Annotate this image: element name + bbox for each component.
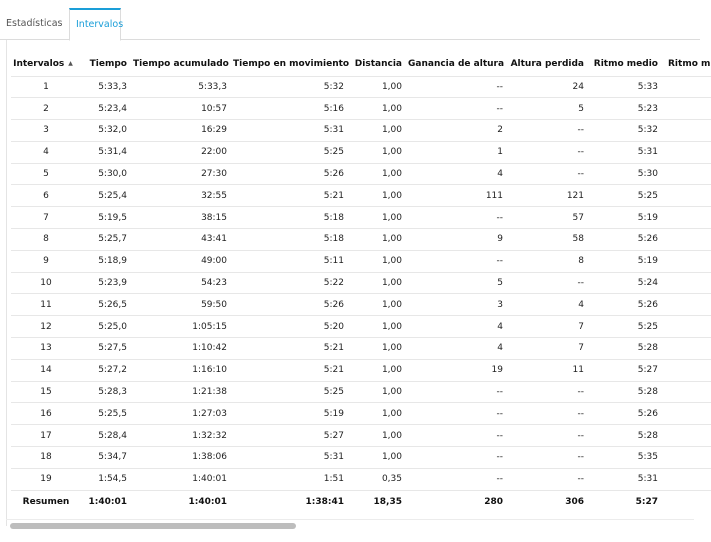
table-cell: 11 bbox=[509, 359, 590, 381]
table-row bbox=[11, 229, 711, 251]
table-cell: 22:00 bbox=[133, 141, 233, 163]
table-cell: 5:21 bbox=[233, 359, 350, 381]
table-cell: 57 bbox=[509, 207, 590, 229]
table-cell-empty bbox=[664, 316, 711, 338]
table-cell: 7 bbox=[509, 338, 590, 360]
table-cell-empty bbox=[664, 229, 711, 251]
table-row bbox=[11, 447, 711, 469]
table-cell: Resumen bbox=[11, 490, 81, 514]
table-body bbox=[11, 76, 711, 514]
table-cell: 5:25 bbox=[590, 185, 664, 207]
table-cell: 4 bbox=[509, 294, 590, 316]
table-cell: 0,35 bbox=[350, 468, 408, 490]
table-cell: 1,00 bbox=[350, 447, 408, 469]
table-cell: 58 bbox=[509, 229, 590, 251]
table-cell: 1:51 bbox=[233, 468, 350, 490]
table-cell: 5:27 bbox=[233, 425, 350, 447]
table-cell: 32:55 bbox=[133, 185, 233, 207]
table-cell: 1,00 bbox=[350, 76, 408, 98]
table-cell: 1,00 bbox=[350, 120, 408, 142]
table-cell: 5:31,4 bbox=[81, 141, 133, 163]
table-cell: 5:28 bbox=[590, 425, 664, 447]
scrollbar-thumb[interactable] bbox=[10, 523, 296, 529]
table-cell: 8 bbox=[11, 229, 81, 251]
table-cell: 3 bbox=[11, 120, 81, 142]
table-cell: 5 bbox=[11, 163, 81, 185]
table-cell: -- bbox=[509, 141, 590, 163]
column-header-intervalos[interactable]: Intervalos ▲ bbox=[13, 58, 73, 69]
table-cell: -- bbox=[408, 425, 509, 447]
table-cell: 5:19 bbox=[590, 207, 664, 229]
table-cell: 5 bbox=[509, 98, 590, 120]
table-cell-empty bbox=[664, 468, 711, 490]
table-row bbox=[11, 250, 711, 272]
table-cell: 10 bbox=[11, 272, 81, 294]
table-cell: 5:28,3 bbox=[81, 381, 133, 403]
table-cell: 5:25 bbox=[233, 141, 350, 163]
table-cell: -- bbox=[509, 447, 590, 469]
table-cell: 5:26,5 bbox=[81, 294, 133, 316]
table-row bbox=[11, 76, 711, 98]
table-cell: 1:32:32 bbox=[133, 425, 233, 447]
table-cell: 5:35 bbox=[590, 447, 664, 469]
table-cell: 59:50 bbox=[133, 294, 233, 316]
table-cell: 5:21 bbox=[233, 338, 350, 360]
table-cell: 1,00 bbox=[350, 359, 408, 381]
horizontal-scrollbar[interactable] bbox=[10, 523, 694, 530]
table-cell: 49:00 bbox=[133, 250, 233, 272]
table-cell: 19 bbox=[408, 359, 509, 381]
table-cell: 1,00 bbox=[350, 207, 408, 229]
table-cell-empty bbox=[664, 338, 711, 360]
table-cell: -- bbox=[408, 76, 509, 98]
column-header-ganancia-de-altura[interactable]: Ganancia de altura bbox=[408, 58, 505, 69]
table-cell: 5:19 bbox=[590, 250, 664, 272]
table-cell: 5:31 bbox=[233, 447, 350, 469]
table-cell: 18 bbox=[11, 447, 81, 469]
table-cell: 5:26 bbox=[233, 294, 350, 316]
divider bbox=[6, 519, 694, 520]
table-cell: 1,00 bbox=[350, 163, 408, 185]
table-row bbox=[11, 141, 711, 163]
table-cell-empty bbox=[664, 381, 711, 403]
table-cell: 5:32 bbox=[233, 76, 350, 98]
table-cell: 1,00 bbox=[350, 141, 408, 163]
table-row bbox=[11, 468, 711, 490]
table-cell: -- bbox=[509, 381, 590, 403]
table-cell: 5:21 bbox=[233, 185, 350, 207]
table-cell: 5 bbox=[408, 272, 509, 294]
column-header-ritmo-truncated[interactable]: Ritmo m bbox=[668, 58, 711, 69]
table-cell: 5:31 bbox=[590, 141, 664, 163]
table-cell: -- bbox=[408, 98, 509, 120]
table-cell: 5:34,7 bbox=[81, 447, 133, 469]
table-cell: 1 bbox=[11, 76, 81, 98]
table-cell: 1:05:15 bbox=[133, 316, 233, 338]
table-cell: 5:26 bbox=[233, 163, 350, 185]
table-cell: 5:28 bbox=[590, 381, 664, 403]
table-row bbox=[11, 120, 711, 142]
column-header-altura-perdida[interactable]: Altura perdida bbox=[510, 58, 584, 69]
table-cell: 5:19,5 bbox=[81, 207, 133, 229]
table-cell: -- bbox=[408, 468, 509, 490]
table-cell: 4 bbox=[408, 338, 509, 360]
table-row bbox=[11, 359, 711, 381]
table-cell: 5:18 bbox=[233, 229, 350, 251]
table-cell-empty bbox=[664, 76, 711, 98]
table-cell: 5:31 bbox=[590, 468, 664, 490]
table-cell: -- bbox=[408, 381, 509, 403]
table-cell: 1:54,5 bbox=[81, 468, 133, 490]
table-cell: 5:27 bbox=[590, 490, 664, 514]
table-cell-empty bbox=[664, 294, 711, 316]
table-cell: 4 bbox=[11, 141, 81, 163]
table-cell: 16:29 bbox=[133, 120, 233, 142]
table-cell-empty bbox=[664, 163, 711, 185]
table-row bbox=[11, 338, 711, 360]
table-cell-empty bbox=[664, 403, 711, 425]
table-cell: 1:40:01 bbox=[133, 490, 233, 514]
table-cell: 5:23 bbox=[590, 98, 664, 120]
table-header-row bbox=[11, 52, 711, 76]
table-cell: 1:38:06 bbox=[133, 447, 233, 469]
table-cell: 1,00 bbox=[350, 250, 408, 272]
table-cell: 8 bbox=[509, 250, 590, 272]
table-row bbox=[11, 425, 711, 447]
table-cell: 5:18 bbox=[233, 207, 350, 229]
table-cell: 5:28,4 bbox=[81, 425, 133, 447]
tab-intervalos[interactable]: Intervalos bbox=[69, 8, 121, 41]
table-cell: 9 bbox=[408, 229, 509, 251]
table-cell: 6 bbox=[11, 185, 81, 207]
table-cell-empty bbox=[664, 120, 711, 142]
table-cell: 1,00 bbox=[350, 338, 408, 360]
table-cell: 5:33,3 bbox=[133, 76, 233, 98]
intervals-table bbox=[11, 52, 711, 514]
table-cell: -- bbox=[509, 120, 590, 142]
table-cell: 5:26 bbox=[590, 229, 664, 251]
table-cell-empty bbox=[664, 425, 711, 447]
table-cell: 5:23,9 bbox=[81, 272, 133, 294]
table-cell: -- bbox=[509, 403, 590, 425]
table-row bbox=[11, 381, 711, 403]
table-cell: 5:30,0 bbox=[81, 163, 133, 185]
table-cell: 38:15 bbox=[133, 207, 233, 229]
table-cell: 15 bbox=[11, 381, 81, 403]
table-cell: -- bbox=[509, 468, 590, 490]
tab-bar bbox=[0, 8, 700, 40]
table-cell: 9 bbox=[11, 250, 81, 272]
table-cell-empty bbox=[664, 98, 711, 120]
table-cell-empty bbox=[664, 359, 711, 381]
column-header-distancia[interactable]: Distancia bbox=[354, 58, 402, 69]
table-cell: -- bbox=[509, 163, 590, 185]
table-cell: 5:18,9 bbox=[81, 250, 133, 272]
table-cell: 1,00 bbox=[350, 403, 408, 425]
table-row bbox=[11, 98, 711, 120]
table-cell: 1,00 bbox=[350, 272, 408, 294]
table-cell: 1:40:01 bbox=[133, 468, 233, 490]
table-cell: 5:23,4 bbox=[81, 98, 133, 120]
table-cell: 12 bbox=[11, 316, 81, 338]
table-cell: -- bbox=[408, 447, 509, 469]
table-cell: 1:38:41 bbox=[233, 490, 350, 514]
table-cell: 18,35 bbox=[350, 490, 408, 514]
table-cell: 1 bbox=[408, 141, 509, 163]
table-cell: 121 bbox=[509, 185, 590, 207]
table-cell: 1:40:01 bbox=[81, 490, 133, 514]
table-cell: 5:24 bbox=[590, 272, 664, 294]
table-cell: 5:25 bbox=[590, 316, 664, 338]
table-cell: 306 bbox=[509, 490, 590, 514]
table-cell: 5:25,5 bbox=[81, 403, 133, 425]
table-cell: 5:26 bbox=[590, 403, 664, 425]
table-cell: 5:16 bbox=[233, 98, 350, 120]
table-cell: 27:30 bbox=[133, 163, 233, 185]
table-row bbox=[11, 185, 711, 207]
table-cell: 43:41 bbox=[133, 229, 233, 251]
table-cell: 1:16:10 bbox=[133, 359, 233, 381]
table-cell-empty bbox=[664, 447, 711, 469]
table-row bbox=[11, 207, 711, 229]
table-cell-empty bbox=[664, 207, 711, 229]
table-cell: 111 bbox=[408, 185, 509, 207]
table-row bbox=[11, 163, 711, 185]
table-cell: -- bbox=[509, 425, 590, 447]
table-cell: 5:25,4 bbox=[81, 185, 133, 207]
table-cell: 1:27:03 bbox=[133, 403, 233, 425]
table-cell: -- bbox=[408, 207, 509, 229]
table-cell: 1,00 bbox=[350, 294, 408, 316]
table-cell: 280 bbox=[408, 490, 509, 514]
column-header-tiempo-acumulado[interactable]: Tiempo acumulado bbox=[133, 58, 229, 69]
table-cell: 5:25,7 bbox=[81, 229, 133, 251]
table-cell: 5:32,0 bbox=[81, 120, 133, 142]
table-cell: 5:28 bbox=[590, 338, 664, 360]
table-cell: 4 bbox=[408, 316, 509, 338]
table-cell: 7 bbox=[509, 316, 590, 338]
table-cell: 1,00 bbox=[350, 381, 408, 403]
table-cell: 16 bbox=[11, 403, 81, 425]
table-cell: 3 bbox=[408, 294, 509, 316]
table-cell: -- bbox=[408, 403, 509, 425]
column-header-ritmo-medio[interactable]: Ritmo medio bbox=[593, 58, 658, 69]
table-cell: 1,00 bbox=[350, 316, 408, 338]
table-row bbox=[11, 272, 711, 294]
table-cell-empty bbox=[664, 272, 711, 294]
table-cell: 5:27,2 bbox=[81, 359, 133, 381]
tab-estadisticas[interactable]: Estadísticas bbox=[6, 18, 63, 29]
table-cell: 13 bbox=[11, 338, 81, 360]
table-cell: 7 bbox=[11, 207, 81, 229]
table-cell: 14 bbox=[11, 359, 81, 381]
table-cell: 5:26 bbox=[590, 294, 664, 316]
table-cell-empty bbox=[664, 490, 711, 514]
table-cell: 5:22 bbox=[233, 272, 350, 294]
table-cell: 5:20 bbox=[233, 316, 350, 338]
table-cell: -- bbox=[408, 250, 509, 272]
table-cell: 5:19 bbox=[233, 403, 350, 425]
table-cell: 5:30 bbox=[590, 163, 664, 185]
table-cell: 5:32 bbox=[590, 120, 664, 142]
table-cell: 11 bbox=[11, 294, 81, 316]
table-cell: 5:33,3 bbox=[81, 76, 133, 98]
intervals-panel bbox=[6, 40, 711, 526]
table-cell: 5:25 bbox=[233, 381, 350, 403]
table-cell: 5:25,0 bbox=[81, 316, 133, 338]
table-cell: 1,00 bbox=[350, 229, 408, 251]
table-cell-empty bbox=[664, 250, 711, 272]
column-header-tiempo-en-movimiento[interactable]: Tiempo en movimiento bbox=[233, 58, 350, 69]
table-cell-empty bbox=[664, 185, 711, 207]
table-cell: 5:11 bbox=[233, 250, 350, 272]
table-cell: 5:31 bbox=[233, 120, 350, 142]
table-cell: 24 bbox=[509, 76, 590, 98]
summary-row bbox=[11, 490, 711, 514]
table-cell: 1,00 bbox=[350, 98, 408, 120]
table-cell: 1,00 bbox=[350, 425, 408, 447]
table-row bbox=[11, 403, 711, 425]
table-cell: 5:27 bbox=[590, 359, 664, 381]
table-cell: 1:10:42 bbox=[133, 338, 233, 360]
table-cell-empty bbox=[664, 141, 711, 163]
table-cell: 54:23 bbox=[133, 272, 233, 294]
table-row bbox=[11, 316, 711, 338]
table-cell: 1,00 bbox=[350, 185, 408, 207]
table-cell: -- bbox=[509, 272, 590, 294]
column-header-tiempo[interactable]: Tiempo bbox=[89, 58, 127, 69]
table-cell: 19 bbox=[11, 468, 81, 490]
table-cell: 5:33 bbox=[590, 76, 664, 98]
table-cell: 2 bbox=[408, 120, 509, 142]
table-row bbox=[11, 294, 711, 316]
table-cell: 17 bbox=[11, 425, 81, 447]
table-cell: 5:27,5 bbox=[81, 338, 133, 360]
sort-up-icon: ▲ bbox=[68, 59, 73, 67]
table-cell: 10:57 bbox=[133, 98, 233, 120]
table-cell: 2 bbox=[11, 98, 81, 120]
table-cell: 4 bbox=[408, 163, 509, 185]
table-cell: 1:21:38 bbox=[133, 381, 233, 403]
